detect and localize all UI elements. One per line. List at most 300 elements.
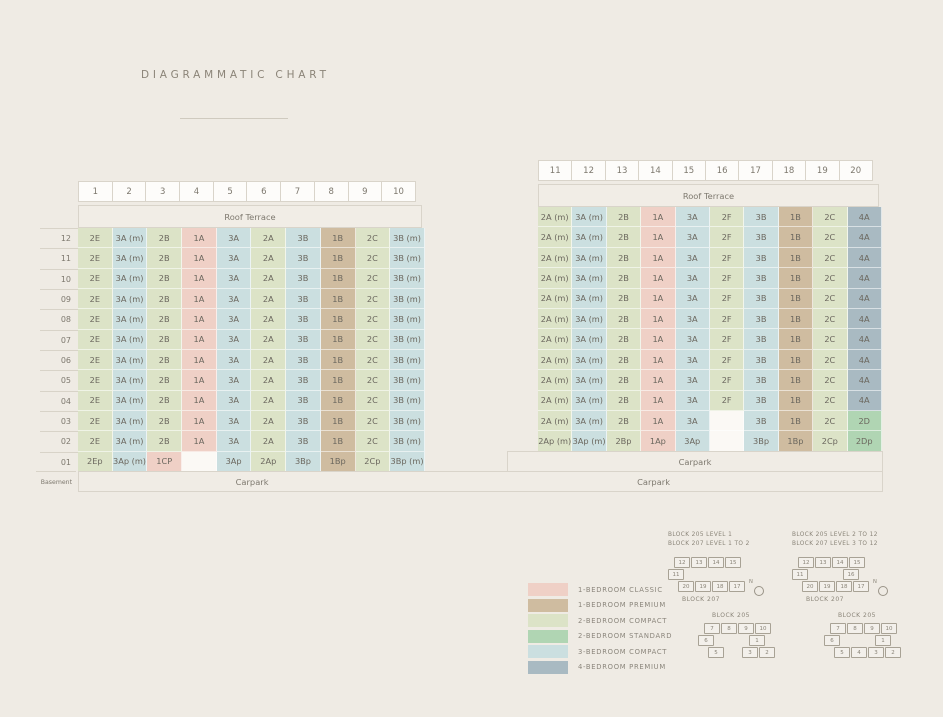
unit-cell: 3B (m) bbox=[390, 431, 425, 451]
unit-cell: 2C bbox=[813, 309, 847, 329]
diagram-caption: BLOCK 205 LEVEL 1 bbox=[668, 532, 733, 538]
roof-terrace-row bbox=[40, 205, 425, 228]
unit-cell: 4A bbox=[848, 207, 882, 227]
unit-cell: 1A bbox=[641, 227, 675, 247]
diagram-unit: 9 bbox=[738, 623, 754, 634]
legend-label: 2-BEDROOM STANDARD bbox=[578, 632, 673, 641]
column-header: 4 bbox=[179, 181, 214, 202]
unit-cell: 3B bbox=[744, 289, 778, 309]
unit-cell: 2E bbox=[78, 370, 113, 390]
unit-cell: 3A (m) bbox=[113, 330, 148, 350]
unit-cell: 2A bbox=[251, 411, 286, 431]
unit-cell: 2E bbox=[78, 391, 113, 411]
unit-cell: 2B bbox=[147, 411, 182, 431]
unit-cell: 1A bbox=[641, 248, 675, 268]
floor-label: 02 bbox=[40, 431, 78, 451]
unit-cell: 3A bbox=[676, 227, 710, 247]
floor-row bbox=[538, 329, 882, 349]
diagram-unit: 20 bbox=[678, 581, 694, 592]
diagram-unit: 6 bbox=[824, 635, 840, 646]
unit-cell: 2F bbox=[710, 207, 744, 227]
unit-cell: 1B bbox=[321, 289, 356, 309]
unit-cell: 3B bbox=[286, 391, 321, 411]
unit-cell: 1A bbox=[641, 329, 675, 349]
diagram-unit: 19 bbox=[695, 581, 711, 592]
unit-cell: 1B bbox=[321, 269, 356, 289]
unit-cell: 1A bbox=[641, 309, 675, 329]
unit-cell: 2B bbox=[607, 268, 641, 288]
unit-cell: 2C bbox=[813, 370, 847, 390]
unit-cell: 3Ap bbox=[676, 431, 710, 451]
unit-cell: 2A bbox=[251, 350, 286, 370]
floor-row bbox=[538, 227, 882, 247]
diagram-unit: 15 bbox=[725, 557, 741, 568]
unit-cell: 2A (m) bbox=[538, 350, 572, 370]
unit-cell: 3A bbox=[217, 330, 252, 350]
unit-cell: 2C bbox=[356, 330, 391, 350]
unit-cell: 2C bbox=[813, 350, 847, 370]
unit-cell: 3B bbox=[286, 350, 321, 370]
unit-cell: 2C bbox=[813, 329, 847, 349]
unit-cell: 3B (m) bbox=[390, 269, 425, 289]
column-header: 2 bbox=[112, 181, 147, 202]
unit-cell: 2A (m) bbox=[538, 329, 572, 349]
diagram-block207-upper-levels bbox=[792, 531, 917, 603]
unit-cell: 2Dp bbox=[848, 431, 882, 451]
diagram-unit: 7 bbox=[830, 623, 846, 634]
unit-cell: 3A bbox=[217, 228, 252, 248]
unit-cell: 2Ep bbox=[78, 452, 113, 472]
unit-cell: 2E bbox=[78, 431, 113, 451]
unit-cell: 3B (m) bbox=[390, 370, 425, 390]
unit-cell: 2B bbox=[607, 248, 641, 268]
unit-cell: 2E bbox=[78, 228, 113, 248]
unit-cell: 2A (m) bbox=[538, 391, 572, 411]
diagram-unit: 2 bbox=[759, 647, 775, 658]
unit-cell: 3B bbox=[286, 269, 321, 289]
unit-cell: 3A bbox=[676, 268, 710, 288]
floor-row bbox=[538, 411, 882, 431]
north-label: N bbox=[873, 579, 877, 585]
legend-item bbox=[528, 613, 672, 629]
floor-row bbox=[40, 248, 425, 268]
unit-cell: 3B bbox=[744, 268, 778, 288]
unit-cell: 2F bbox=[710, 227, 744, 247]
unit-cell: 2B bbox=[607, 329, 641, 349]
unit-cell: 3A (m) bbox=[572, 207, 606, 227]
unit-cell: 3A bbox=[217, 370, 252, 390]
floorplate-cluster bbox=[824, 623, 904, 658]
unit-cell: 3A (m) bbox=[113, 289, 148, 309]
unit-cell: 2B bbox=[147, 289, 182, 309]
unit-cell: 2B bbox=[147, 269, 182, 289]
unit-cell: 1CP bbox=[147, 452, 182, 472]
unit-cell: 3A bbox=[676, 207, 710, 227]
title-underline bbox=[180, 118, 288, 119]
diagram-block205-level1 bbox=[698, 612, 823, 659]
column-header: 5 bbox=[213, 181, 248, 202]
unit-cell: 2A (m) bbox=[538, 370, 572, 390]
floor-row bbox=[538, 370, 882, 390]
diagram-unit: 4 bbox=[851, 647, 867, 658]
floorplate-cluster bbox=[792, 557, 877, 592]
unit-cell: 1A bbox=[641, 350, 675, 370]
diagram-unit: 13 bbox=[815, 557, 831, 568]
column-header: 7 bbox=[280, 181, 315, 202]
floor-row bbox=[40, 431, 425, 451]
unit-cell: 1A bbox=[641, 207, 675, 227]
floor-row bbox=[40, 330, 425, 350]
unit-cell: 1B bbox=[779, 268, 813, 288]
diagram-unit: 9 bbox=[864, 623, 880, 634]
unit-cell: 3B bbox=[744, 227, 778, 247]
unit-cell: 2B bbox=[147, 370, 182, 390]
block-label: BLOCK 205 bbox=[712, 612, 750, 619]
unit-cell: 3B bbox=[744, 350, 778, 370]
unit-cell: 2F bbox=[710, 268, 744, 288]
unit-cell: 3A (m) bbox=[572, 370, 606, 390]
unit-cell: 1A bbox=[182, 309, 217, 329]
unit-cell: 2C bbox=[813, 248, 847, 268]
block-label: BLOCK 205 bbox=[838, 612, 876, 619]
unit-cell: 1B bbox=[779, 370, 813, 390]
unit-cell: 2A bbox=[251, 391, 286, 411]
diagram-unit: 17 bbox=[729, 581, 745, 592]
unit-cell: 1A bbox=[182, 248, 217, 268]
column-header-row bbox=[538, 160, 882, 181]
basement-label: Basement bbox=[36, 471, 76, 492]
basement-carpark-strip bbox=[78, 471, 883, 492]
unit-cell: 2C bbox=[356, 289, 391, 309]
unit-cell: 2C bbox=[813, 411, 847, 431]
unit-cell: 3A bbox=[217, 289, 252, 309]
unit-cell: 3B bbox=[286, 431, 321, 451]
legend-swatch bbox=[528, 661, 568, 674]
unit-cell: 2C bbox=[356, 248, 391, 268]
legend-label: 1-BEDROOM PREMIUM bbox=[578, 601, 666, 610]
unit-cell: 2B bbox=[607, 391, 641, 411]
unit-cell: 2E bbox=[78, 330, 113, 350]
unit-cell: 2F bbox=[710, 350, 744, 370]
unit-cell: 2A bbox=[251, 228, 286, 248]
unit-cell: 4A bbox=[848, 227, 882, 247]
unit-cell: 2C bbox=[813, 268, 847, 288]
unit-cell: 3B (m) bbox=[390, 330, 425, 350]
unit-cell: 3A bbox=[217, 309, 252, 329]
unit-cell: 3B (m) bbox=[390, 309, 425, 329]
unit-cell: 3B bbox=[286, 411, 321, 431]
unit-cell: 1B bbox=[321, 309, 356, 329]
unit-cell: 2B bbox=[607, 227, 641, 247]
unit-cell: 4A bbox=[848, 248, 882, 268]
page-title: DIAGRAMMATIC CHART bbox=[141, 69, 330, 81]
unit-cell: 1B bbox=[779, 309, 813, 329]
unit-cell: 2A (m) bbox=[538, 309, 572, 329]
column-header: 9 bbox=[348, 181, 383, 202]
unit-cell: 2A bbox=[251, 269, 286, 289]
unit-cell: 3A (m) bbox=[113, 370, 148, 390]
unit-cell: 1A bbox=[182, 370, 217, 390]
unit-cell: 3A bbox=[676, 329, 710, 349]
unit-cell: 3A bbox=[676, 289, 710, 309]
unit-cell: 3A bbox=[217, 431, 252, 451]
unit-cell: 2C bbox=[356, 350, 391, 370]
column-header: 17 bbox=[738, 160, 772, 181]
unit-cell: 3A (m) bbox=[113, 228, 148, 248]
unit-cell: 2A bbox=[251, 370, 286, 390]
unit-cell: 2Cp bbox=[356, 452, 391, 472]
unit-cell: 1A bbox=[641, 289, 675, 309]
unit-cell: 2A bbox=[251, 248, 286, 268]
unit-cell: 3A (m) bbox=[572, 329, 606, 349]
floor-row bbox=[40, 269, 425, 289]
unit-cell: 2C bbox=[356, 309, 391, 329]
unit-cell: 2E bbox=[78, 289, 113, 309]
floor-row bbox=[40, 411, 425, 431]
unit-cell: 2B bbox=[147, 309, 182, 329]
unit-cell: 4A bbox=[848, 391, 882, 411]
block-207-level1-carpark-strip bbox=[507, 451, 883, 472]
floor-label: 10 bbox=[40, 269, 78, 289]
unit-cell: 1B bbox=[779, 411, 813, 431]
diagram-unit: 8 bbox=[847, 623, 863, 634]
unit-cell: 2Cp bbox=[813, 431, 847, 451]
diagram-caption: BLOCK 207 LEVEL 3 TO 12 bbox=[792, 540, 878, 547]
floor-row bbox=[40, 370, 425, 390]
diagram-caption: BLOCK 205 LEVEL 2 TO 12 bbox=[792, 532, 878, 538]
floor-row bbox=[538, 289, 882, 309]
unit-cell: 3A (m) bbox=[113, 411, 148, 431]
unit-cell: 3Ap bbox=[217, 452, 252, 472]
column-header: 12 bbox=[571, 160, 605, 181]
unit-cell: 1B bbox=[321, 350, 356, 370]
block-label: BLOCK 207 bbox=[806, 596, 844, 603]
floor-label: 08 bbox=[40, 309, 78, 329]
unit-cell: 3B (m) bbox=[390, 411, 425, 431]
diagram-caption: BLOCK 207 LEVEL 1 TO 2 bbox=[668, 540, 750, 547]
unit-cell: 1A bbox=[182, 228, 217, 248]
unit-cell: 2F bbox=[710, 248, 744, 268]
unit-cell: 2Bp bbox=[607, 431, 641, 451]
unit-cell: 3A bbox=[676, 370, 710, 390]
unit-cell: 3A (m) bbox=[113, 391, 148, 411]
diagram-unit: 19 bbox=[819, 581, 835, 592]
column-header: 1 bbox=[78, 181, 113, 202]
unit-cell: 3A (m) bbox=[572, 350, 606, 370]
unit-cell: 2B bbox=[147, 431, 182, 451]
legend-label: 1-BEDROOM CLASSIC bbox=[578, 585, 663, 594]
diagram-unit: 1 bbox=[875, 635, 891, 646]
unit-cell: 3A bbox=[676, 350, 710, 370]
unit-cell: 3B (m) bbox=[390, 228, 425, 248]
unit-cell: 3Bp bbox=[286, 452, 321, 472]
unit-cell: 3A bbox=[676, 309, 710, 329]
roof-terrace-cell: Roof Terrace bbox=[538, 184, 879, 207]
north-label: N bbox=[749, 579, 753, 585]
unit-cell: 2A bbox=[251, 431, 286, 451]
unit-cell: 2B bbox=[147, 330, 182, 350]
legend-label: 3-BEDROOM COMPACT bbox=[578, 647, 668, 656]
diagram-unit: 6 bbox=[698, 635, 714, 646]
unit-cell: 2F bbox=[710, 391, 744, 411]
unit-cell: 3Ap (m) bbox=[113, 452, 148, 472]
legend-swatch bbox=[528, 645, 568, 658]
column-header: 10 bbox=[381, 181, 416, 202]
diagram-block205-upper-levels bbox=[824, 612, 943, 659]
unit-cell: 1A bbox=[641, 391, 675, 411]
unit-cell: 1B bbox=[321, 411, 356, 431]
unit-cell: 2E bbox=[78, 350, 113, 370]
unit-cell: 3B bbox=[744, 309, 778, 329]
unit-type-legend bbox=[528, 582, 672, 675]
unit-cell: 2C bbox=[356, 228, 391, 248]
diagram-unit: 1 bbox=[749, 635, 765, 646]
unit-cell: 3A (m) bbox=[113, 431, 148, 451]
unit-cell: 3B bbox=[286, 228, 321, 248]
unit-cell: 2A (m) bbox=[538, 248, 572, 268]
unit-cell: 2B bbox=[607, 289, 641, 309]
unit-cell: 2E bbox=[78, 309, 113, 329]
floor-row bbox=[538, 431, 882, 451]
column-header: 6 bbox=[246, 181, 281, 202]
block-207-stack-table bbox=[538, 160, 882, 452]
diagram-unit: 17 bbox=[853, 581, 869, 592]
diagram-unit: 18 bbox=[836, 581, 852, 592]
floor-label: 11 bbox=[40, 248, 78, 268]
unit-cell: 3B bbox=[286, 370, 321, 390]
floor-row bbox=[538, 391, 882, 411]
unit-cell: 1A bbox=[182, 289, 217, 309]
unit-cell: 3Bp (m) bbox=[390, 452, 425, 472]
column-header: 8 bbox=[314, 181, 349, 202]
unit-cell: 3Bp bbox=[744, 431, 778, 451]
unit-cell: 3A bbox=[676, 248, 710, 268]
unit-cell: 1B bbox=[779, 248, 813, 268]
unit-cell: 2E bbox=[78, 248, 113, 268]
unit-cell: 4A bbox=[848, 370, 882, 390]
carpark-cell: Carpark bbox=[678, 456, 712, 467]
unit-cell: 4A bbox=[848, 268, 882, 288]
unit-cell: 2C bbox=[813, 227, 847, 247]
unit-cell: 3B (m) bbox=[390, 350, 425, 370]
unit-cell: 2C bbox=[356, 370, 391, 390]
unit-cell: 3B bbox=[286, 309, 321, 329]
unit-cell: 2A (m) bbox=[538, 268, 572, 288]
column-header-row bbox=[40, 181, 425, 202]
unit-cell: 1B bbox=[321, 248, 356, 268]
legend-item bbox=[528, 629, 672, 645]
unit-cell: 3A (m) bbox=[572, 268, 606, 288]
unit-cell: 2F bbox=[710, 289, 744, 309]
unit-cell: 3B (m) bbox=[390, 391, 425, 411]
unit-cell: 1A bbox=[641, 268, 675, 288]
unit-cell: 2B bbox=[147, 248, 182, 268]
diagram-unit: 3 bbox=[742, 647, 758, 658]
unit-cell: 3A (m) bbox=[113, 248, 148, 268]
column-header: 13 bbox=[605, 160, 639, 181]
roof-terrace-row bbox=[538, 184, 882, 207]
unit-cell: 4A bbox=[848, 309, 882, 329]
empty-unit-cell bbox=[182, 452, 217, 472]
unit-cell: 1A bbox=[182, 350, 217, 370]
unit-cell: 3A (m) bbox=[113, 350, 148, 370]
unit-cell: 3B bbox=[744, 329, 778, 349]
floor-row bbox=[538, 248, 882, 268]
column-header: 3 bbox=[145, 181, 180, 202]
unit-cell: 1B bbox=[779, 329, 813, 349]
unit-cell: 3A (m) bbox=[572, 289, 606, 309]
unit-cell: 3A (m) bbox=[113, 309, 148, 329]
column-header: 18 bbox=[772, 160, 806, 181]
unit-cell: 2C bbox=[813, 289, 847, 309]
unit-cell: 2A (m) bbox=[538, 207, 572, 227]
diagram-unit: 18 bbox=[712, 581, 728, 592]
unit-cell: 2C bbox=[813, 391, 847, 411]
unit-cell: 3B bbox=[744, 370, 778, 390]
unit-cell: 3A bbox=[217, 269, 252, 289]
legend-label: 4-BEDROOM PREMIUM bbox=[578, 663, 666, 672]
unit-cell: 2C bbox=[356, 431, 391, 451]
diagram-unit: 11 bbox=[668, 569, 684, 580]
unit-cell: 3B bbox=[744, 207, 778, 227]
unit-cell: 3B bbox=[286, 289, 321, 309]
unit-cell: 3A (m) bbox=[113, 269, 148, 289]
unit-cell: 1B bbox=[321, 228, 356, 248]
floor-row bbox=[40, 309, 425, 329]
unit-cell: 3A (m) bbox=[572, 227, 606, 247]
unit-cell: 2A (m) bbox=[538, 289, 572, 309]
unit-cell: 2B bbox=[147, 350, 182, 370]
unit-cell: 2C bbox=[356, 411, 391, 431]
unit-cell: 1B bbox=[779, 289, 813, 309]
unit-cell: 2B bbox=[607, 207, 641, 227]
unit-cell: 3Ap (m) bbox=[572, 431, 606, 451]
unit-cell: 2D bbox=[848, 411, 882, 431]
floorplate-cluster bbox=[668, 557, 753, 592]
unit-cell: 1B bbox=[779, 227, 813, 247]
floor-row bbox=[538, 207, 882, 227]
floor-row bbox=[40, 391, 425, 411]
unit-cell: 2F bbox=[710, 370, 744, 390]
diagram-unit: 10 bbox=[755, 623, 771, 634]
column-header: 16 bbox=[705, 160, 739, 181]
unit-cell: 3A (m) bbox=[572, 411, 606, 431]
diagram-unit: 20 bbox=[802, 581, 818, 592]
unit-cell: 2Ap (m) bbox=[538, 431, 572, 451]
unit-cell: 2B bbox=[147, 391, 182, 411]
legend-swatch bbox=[528, 614, 568, 627]
unit-cell: 1A bbox=[641, 370, 675, 390]
unit-cell: 1Bp bbox=[321, 452, 356, 472]
unit-cell: 2B bbox=[607, 411, 641, 431]
unit-cell: 2B bbox=[607, 309, 641, 329]
unit-cell: 2C bbox=[356, 269, 391, 289]
unit-cell: 1A bbox=[182, 391, 217, 411]
diagram-unit: 3 bbox=[868, 647, 884, 658]
unit-cell: 1B bbox=[779, 391, 813, 411]
unit-cell: 2B bbox=[607, 350, 641, 370]
diagram-block207-level1 bbox=[668, 531, 793, 603]
unit-cell: 1A bbox=[182, 411, 217, 431]
unit-cell: 1Ap bbox=[641, 431, 675, 451]
unit-cell: 1B bbox=[321, 370, 356, 390]
floor-row bbox=[40, 350, 425, 370]
unit-cell: 1B bbox=[321, 330, 356, 350]
unit-cell: 4A bbox=[848, 329, 882, 349]
unit-cell: 4A bbox=[848, 350, 882, 370]
diagram-unit: 11 bbox=[792, 569, 808, 580]
unit-cell: 2B bbox=[607, 370, 641, 390]
